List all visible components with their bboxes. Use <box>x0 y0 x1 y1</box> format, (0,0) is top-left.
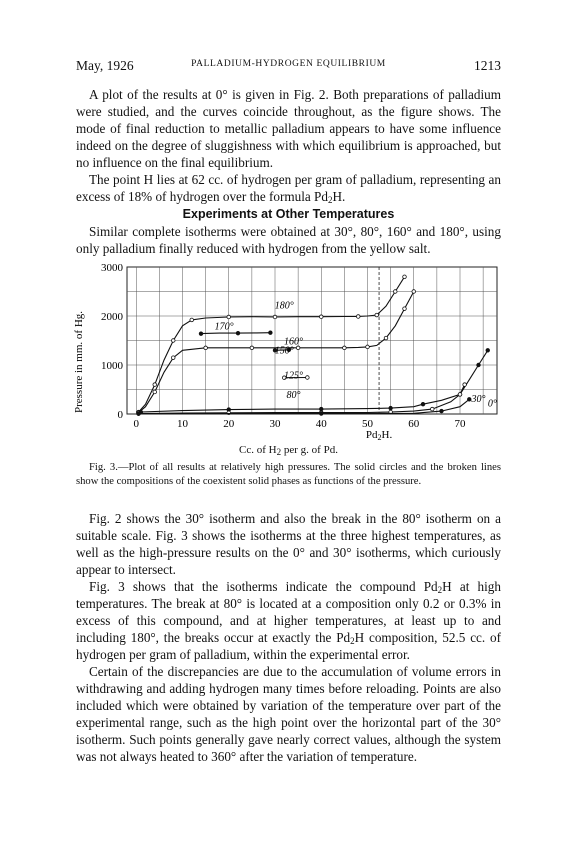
x-tick-label: 70 <box>454 418 466 430</box>
data-point <box>137 412 141 416</box>
text-run: H at high temperatures. The break at 80° is located at a composition only 0.2 or 0.3% in excess of this compound, and at higher temperatures, at least up to and including 180°, the breaks occur at exactly the Pd <box>76 579 501 645</box>
series-line-80deg <box>141 350 488 412</box>
curve-label: 125° <box>284 370 303 382</box>
data-point <box>403 307 407 311</box>
data-point <box>306 376 310 380</box>
data-point <box>412 290 416 294</box>
data-point <box>227 315 231 319</box>
paragraph: A plot of the results at 0° is given in Fig. 2. Both preparations of palladium were studied, and the curves coincide throughout, as the figure shows. The mode of final reduction to metallic palladium appears to have some influence indeed on the degree of sluggishness with which equilibrium is approached, but no influence on the final equilibrium. <box>76 87 501 170</box>
curve-label: 180° <box>274 300 294 312</box>
x-tick-label: 20 <box>223 418 235 430</box>
data-point <box>153 383 157 387</box>
figure-caption: Fig. 3.—Plot of all results at relatively high pressures. The solid circles and the broken lines show the compositions of the coexistent solid phases as functions of the pressure. <box>76 462 501 487</box>
y-tick-label: 1000 <box>101 360 123 372</box>
curve-label: 30° <box>471 393 486 405</box>
y-tick-label: 0 <box>117 409 123 421</box>
subscript: 2 <box>437 585 443 595</box>
x-tick-label: 40 <box>315 418 327 430</box>
data-point <box>389 406 393 410</box>
data-point <box>393 290 397 294</box>
text-run: Cc. of H <box>239 444 277 456</box>
page-header <box>76 58 501 74</box>
subscript: 2 <box>377 433 382 442</box>
data-point <box>477 363 481 367</box>
data-point <box>204 346 208 350</box>
text-run: H. <box>332 189 346 204</box>
data-point <box>430 407 434 411</box>
y-tick-label: 3000 <box>101 262 123 274</box>
data-point <box>171 339 175 343</box>
curve-label: 160° <box>284 336 303 348</box>
x-tick-label: 0 <box>133 418 139 430</box>
subscript: 2 <box>327 195 333 205</box>
data-point <box>486 349 490 353</box>
data-point <box>236 331 240 335</box>
text-run: H composition, 52.5 cc. of hydrogen per gram of palladium, within the experimental error. <box>76 630 501 662</box>
isotherm-figure <box>62 262 517 457</box>
data-point <box>375 313 379 317</box>
curve-label: 80° <box>286 389 301 401</box>
y-tick-label: 2000 <box>101 311 123 323</box>
data-point <box>319 315 323 319</box>
data-point <box>421 402 425 406</box>
running-title: PALLADIUM-HYDROGEN EQUILIBRIUM <box>191 59 386 69</box>
data-point <box>403 275 407 279</box>
data-point <box>250 346 254 350</box>
issue-date: May, 1926 <box>76 58 134 73</box>
subscript: 2 <box>350 636 355 646</box>
x-tick-label: 50 <box>362 418 373 430</box>
data-point <box>269 331 273 335</box>
data-point <box>343 346 347 350</box>
data-point <box>190 318 194 322</box>
data-point <box>199 332 203 336</box>
page-number: 1213 <box>474 58 501 73</box>
series-line-180deg <box>139 277 405 412</box>
data-point <box>463 383 467 387</box>
data-point <box>366 345 370 349</box>
section-heading: Experiments at Other Temperatures <box>182 207 395 221</box>
data-point <box>171 356 175 360</box>
paragraph <box>76 171 501 205</box>
subscript: 2 <box>276 447 282 457</box>
y-axis-label: Pressure in mm. of Hg. <box>73 310 85 414</box>
data-point <box>356 315 360 319</box>
paragraph: Fig. 2 shows the 30° isotherm and also the break in the 80° isotherm on a suitable scale. Fig. 3 shows the isotherms at the three highest temperatures, as well as the high-pressure results on the 0° and 30° isotherms, which curiously appear to intersect. <box>76 511 501 577</box>
plot-area <box>101 262 497 430</box>
text-run: The point H lies at 62 cc. of hydrogen per gram of palladium, representing an excess of 18% of hydrogen over the formula Pd <box>76 172 501 204</box>
curve-label: 0° <box>487 398 497 410</box>
data-point <box>458 393 462 397</box>
paragraph: Certain of the discrepancies are due to the accumulation of volume errors in withdrawing and adding hydrogen many times before reloading. Points are also included which were obtained by variation of the temperature over part of the experimental range, such as the high point over the horizontal part of the 30° isotherm. Such points generally gave nearly correct values, although the system was not always heated to 360° after the variation of temperature. <box>76 664 501 764</box>
pd2h-annotation <box>366 429 393 442</box>
x-tick-label: 10 <box>177 418 188 430</box>
x-axis-label <box>76 444 501 456</box>
data-point <box>273 315 277 319</box>
text-run: Fig. 3 shows that the isotherms indicate the compound Pd <box>89 579 438 594</box>
data-point <box>384 336 388 340</box>
data-point <box>467 398 471 402</box>
x-tick-label: 60 <box>408 418 420 430</box>
curve-label: 170° <box>214 321 234 333</box>
text-run: H. <box>381 429 393 441</box>
paragraph: Similar complete isotherms were obtained at 30°, 80°, 160° and 180°, using only palladium finally reduced with hydrogen from the yellow salt. <box>76 224 501 256</box>
data-point <box>153 390 157 394</box>
text-run: per g. of Pd. <box>281 444 338 456</box>
curve-label: 150° <box>274 345 294 357</box>
data-point <box>440 409 444 413</box>
data-point <box>319 412 323 416</box>
text-run: Pd <box>365 429 378 441</box>
body-text <box>76 510 501 765</box>
series-line-0deg <box>139 399 470 414</box>
x-tick-label: 30 <box>269 418 281 430</box>
paragraph <box>76 578 501 663</box>
series-line-170deg <box>201 333 270 334</box>
intro-text <box>76 86 501 257</box>
